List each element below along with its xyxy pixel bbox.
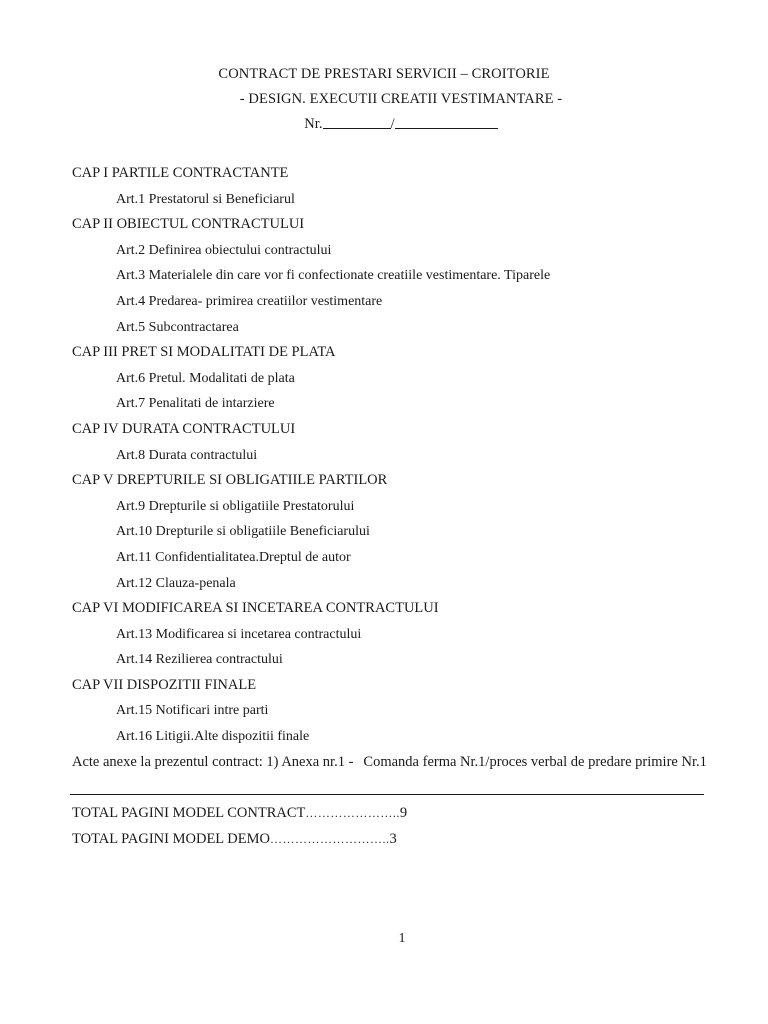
page-number: 1 xyxy=(398,931,406,946)
total-contract-label: TOTAL PAGINI MODEL CONTRACT xyxy=(72,805,306,821)
horizontal-divider xyxy=(70,794,704,795)
total-contract-value: 9 xyxy=(399,805,408,821)
total-demo-value: 3 xyxy=(389,831,397,847)
document-subtitle: - DESIGN. EXECUTII CREATII VESTIMANTARE - xyxy=(239,91,563,107)
page-totals xyxy=(72,800,407,852)
article-item: Art.4 Predarea- primirea creatiilor vestimentare xyxy=(116,293,383,309)
article-item: Art.13 Modificarea si incetarea contractului xyxy=(116,626,362,642)
annex-intro: Acte anexe la prezentul contract: 1) Anexa nr.1 - xyxy=(72,753,354,770)
contract-number-blank xyxy=(323,114,391,129)
total-demo-label: TOTAL PAGINI MODEL DEMO xyxy=(72,831,270,847)
annex-description: Comanda ferma Nr.1/proces verbal de predare primire Nr.1 xyxy=(363,753,707,770)
article-item: Art.8 Durata contractului xyxy=(116,447,258,463)
chapter-heading: CAP IV DURATA CONTRACTULUI xyxy=(72,420,296,437)
table-of-contents xyxy=(72,161,752,775)
document-header xyxy=(0,62,768,137)
chapter-heading: CAP II OBIECTUL CONTRACTULUI xyxy=(72,216,305,233)
article-item: Art.5 Subcontractarea xyxy=(116,319,239,335)
article-item: Art.2 Definirea obiectului contractului xyxy=(116,242,332,258)
chapter-heading: CAP I PARTILE CONTRACTANTE xyxy=(72,165,289,181)
article-item: Art.3 Materialele din care vor fi confectionate creatiile vestimentare. Tiparele xyxy=(116,268,551,284)
chapter-heading: CAP V DREPTURILE SI OBLIGATIILE PARTILOR xyxy=(72,472,388,489)
chapter-heading: CAP VI MODIFICAREA SI INCETAREA CONTRACTULUI xyxy=(72,600,439,617)
article-item: Art.1 Prestatorul si Beneficiarul xyxy=(116,191,295,207)
contract-number-label: Nr. xyxy=(304,116,323,132)
contract-number-separator: / xyxy=(390,116,395,132)
article-item: Art.12 Clauza-penala xyxy=(116,575,236,591)
article-item: Art.10 Drepturile si obligatiile Beneficiarului xyxy=(116,524,370,540)
article-item: Art.7 Penalitati de intarziere xyxy=(116,396,275,412)
total-contract-dots: ………………….. xyxy=(305,806,400,820)
article-item: Art.14 Rezilierea contractului xyxy=(116,652,283,668)
annex-line xyxy=(72,750,752,776)
chapter-heading: CAP III PRET SI MODALITATI DE PLATA xyxy=(72,344,336,361)
contract-date-blank xyxy=(395,114,498,129)
article-item: Art.6 Pretul. Modalitati de plata xyxy=(116,370,295,386)
chapter-heading: CAP VII DISPOZITII FINALE xyxy=(72,676,257,693)
total-demo-dots: ……………………….. xyxy=(269,832,390,846)
article-item: Art.15 Notificari intre parti xyxy=(116,703,269,719)
total-demo-pages xyxy=(72,826,407,852)
article-item: Art.9 Drepturile si obligatiile Prestatorului xyxy=(116,498,355,514)
article-item: Art.16 Litigii.Alte dispozitii finale xyxy=(116,729,310,745)
article-item: Art.11 Confidentialitatea.Dreptul de autor xyxy=(116,549,351,565)
contract-number-line xyxy=(34,112,768,137)
total-contract-pages xyxy=(72,800,407,826)
document-title: CONTRACT DE PRESTARI SERVICII – CROITORIE xyxy=(218,66,550,82)
